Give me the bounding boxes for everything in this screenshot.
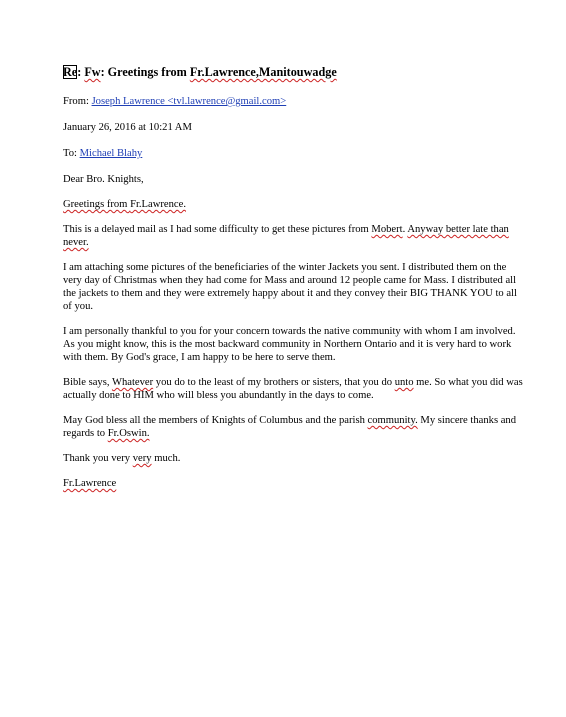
subject-fw: Fw (84, 65, 101, 79)
from-label: From: (63, 96, 92, 107)
paragraph-thanks-a: Thank you very (63, 453, 133, 464)
paragraph-blessing-c: My sincere thanks and regards to (63, 415, 517, 439)
paragraph-blessing (63, 414, 525, 440)
paragraph-delay-end: Anyway better late than never. (63, 224, 509, 248)
greeting-line (63, 198, 525, 211)
word-community: community. (367, 415, 418, 426)
paragraph-delay-text: This is a delayed mail as I had some difficulty to get these pictures from (63, 224, 372, 235)
word-whatever: Whatever (111, 377, 154, 388)
paragraph-bible (63, 376, 525, 402)
from-line (63, 95, 525, 108)
paragraph-thankful: I am personally thankful to you for your concern towards the native community with whom I am involved. As you might know, this is the most backward community in Northern Ontario and it is very hard to work with them. By God's grace, I am happy to be here to serve them. (63, 326, 516, 363)
recipient-link[interactable]: Michael Blahy (79, 148, 143, 159)
greeting-name: Fr.Lawrence. (130, 199, 186, 210)
subject-re: Re (63, 65, 78, 79)
paragraph-bible-a: Bible says, (63, 377, 112, 388)
date-line: January 26, 2016 at 10:21 AM (63, 122, 192, 133)
signature-name: Fr.Lawrence (63, 478, 117, 489)
to-label: To: (63, 148, 80, 159)
sender-link[interactable]: Joseph Lawrence <tvl.lawrence@gmail.com> (91, 96, 287, 107)
subject-sep: : (77, 65, 85, 79)
place-mobert: Mobert (371, 224, 403, 235)
paragraph-bible-e: me. So what you did was actually done to HIM who will bless you abundantly in the days to come. (63, 377, 523, 401)
paragraph-jackets: I am attaching some pictures of the beneficiaries of the winter Jackets you sent. I distributed them on the very day of Christmas when they had come for Mass and around 12 people came for Mass. I distributed all the jackets to them and they were extremely happy about it and they convey their BIG THANK YOU to all of you. (63, 262, 517, 312)
paragraph-blessing-a: May God bless all the members of Knights of Columbus and the parish (63, 415, 368, 426)
salutation: Dear Bro. Knights, (63, 174, 144, 185)
greeting-text: Greetings from (63, 199, 131, 210)
paragraph-bible-c: you do to the least of my brothers or sisters, that you do (153, 377, 395, 388)
to-line (63, 147, 525, 160)
signature (63, 477, 525, 490)
word-unto: unto (394, 377, 414, 388)
paragraph-thanks (63, 452, 525, 465)
paragraph-delay-sep: . (402, 224, 408, 235)
email-document (63, 64, 525, 502)
subject-text: : Greetings from (100, 65, 190, 79)
name-oswin: Fr.Oswin. (107, 428, 150, 439)
paragraph-thanks-c: much. (151, 453, 181, 464)
subject-name: Fr.Lawrence,Manitouwadge (189, 65, 337, 79)
email-subject (63, 64, 525, 80)
paragraph-delay (63, 223, 525, 249)
word-very: very (132, 453, 152, 464)
